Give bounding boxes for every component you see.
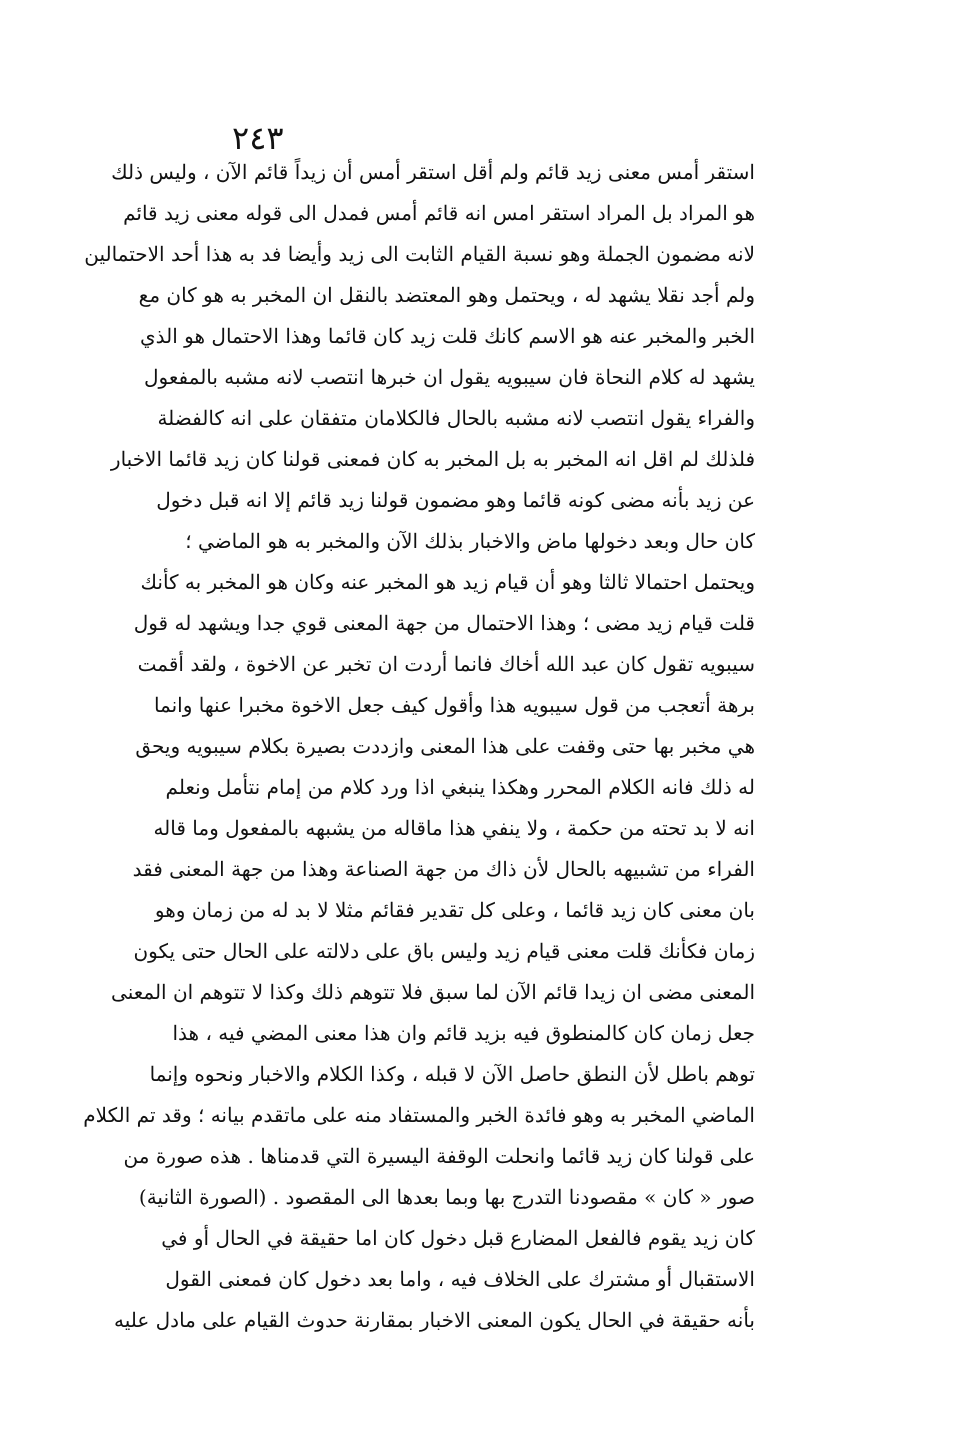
page-number: ٢٤٣ (232, 119, 284, 157)
text-line: يشهد له كلام النحاة فان سيبويه يقول ان خبرها انتصب لانه مشبه بالمفعول (144, 365, 755, 389)
text-line: كان زيد يقوم فالفعل المضارع قبل دخول كان اما حقيقة في الحال أو في (161, 1226, 755, 1250)
text-line: الماضي المخبر به وهو فائدة الخبر والمستفاد منه على ماتقدم بيانه ؛ وقد تم الكلام (83, 1103, 755, 1127)
text-line: برهة أتعجب من قول سيبويه هذا وأقول كيف جعل الاخوة مخبرا عنها وانما (153, 693, 755, 717)
arabic-text-block (83, 152, 755, 1341)
text-line: الفراء من تشبيهه بالحال لأن ذاك من جهة الصناعة وهذا من جهة المعنى فقد (132, 857, 755, 881)
text-line: قلت قيام زيد مضى ؛ وهذا الاحتمال من جهة المعنى قوي جدا ويشهد له قول (133, 611, 755, 635)
text-line: توهم باطل لأن النطق حاصل الآن لا قبله ، وكذا الكلام والاخبار ونحوه وإنما (149, 1062, 755, 1086)
text-line: عن زيد بأنه مضى كونه قائما وهو مضمون قولنا زيد قائم إلا انه قبل دخول (156, 488, 755, 512)
text-line: ويحتمل احتمالا ثالثا وهو أن قيام زيد هو المخبر عنه وكان هو المخبر به كأنك (140, 570, 755, 594)
text-line: الاستقبال أو مشترك على الخلاف فيه ، واما بعد دخول كان فمعنى القول (165, 1267, 755, 1291)
text-line: له ذلك فانه الكلام المحرر وهكذا ينبغي اذا ورد كلام من إمام نتأمل ونعلم (165, 775, 755, 799)
text-line: كان حال وبعد دخولها ماض والاخبار بذلك الآن والمخبر به هو الماضي ؛ (185, 529, 755, 553)
text-line: جعل زمان كان كالمنطوق فيه بزيد قائم وان هذا معنى المضي فيه ، هذا (172, 1021, 755, 1045)
text-line: فلذلك لم اقل انه المخبر به بل المخبر به كان فمعنى قولنا كان زيد قائما الاخبار (110, 447, 755, 471)
text-line: لانه مضمون الجملة وهو نسبة القيام الثابت الى زيد وأيضا فد به هذا أحد الاحتمالين (84, 242, 755, 266)
text-line: هو المراد بل المراد استقر امس انه قائم أمس فمدل الى قوله معنى زيد قائم (123, 201, 755, 225)
text-line: انه لا بد تحته من حكمة ، ولا ينفي هذا ماقاله من يشبهه بالمفعول وما قاله (153, 816, 755, 840)
text-line: ولم أجد نقلا يشهد له ، ويحتمل وهو المعتضد بالنقل ان المخبر به هو كان مع (138, 283, 755, 307)
text-line: المعنى مضى ان زيدا قائم الآن لما سبق فلا تتوهم ذلك وكذا لا تتوهم ان المعنى (111, 980, 755, 1004)
text-line: على قولنا كان زيد قائما وانحلت الوقفة اليسيرة التي قدمناها . هذه صورة من (123, 1144, 755, 1168)
text-line: هي مخبر بها حتى وقفت على هذا المعنى وازددت بصيرة بكلام سيبويه ويحق (135, 734, 755, 758)
text-line: سيبويه تقول كان عبد الله أخاك فانما أردت ان تخبر عن الاخوة ، ولقد أقمت (137, 652, 755, 676)
text-line: بأنه حقيقة في الحال يكون المعنى الاخبار بمقارنة حدوث القيام على مادل عليه (113, 1308, 755, 1332)
text-line: زمان فكأنك قلت معنى قيام زيد وليس باق على دلالته على الحال حتى يكون (133, 939, 755, 963)
text-line: والفراء يقول انتصب لانه مشبه بالحال فالكلامان متفقان على انه كالفضلة (157, 406, 755, 430)
text-line: استقر أمس معنى زيد قائم ولم أقل استقر أمس أن زيداً قائم الآن ، وليس ذلك (111, 160, 755, 184)
text-line: صور « كان » مقصودنا التدرج بها وبما بعدها الى المقصود . (الصورة الثانية) (138, 1185, 755, 1209)
text-line: الخبر والمخبر عنه هو الاسم كانك قلت زيد كان قائما وهذا الاحتمال هو الذي (140, 324, 755, 348)
text-line: بان معنى كان زيد قائما ، وعلى كل تقدير فقائم مثلا لا بد له من زمان وهو (154, 898, 755, 922)
